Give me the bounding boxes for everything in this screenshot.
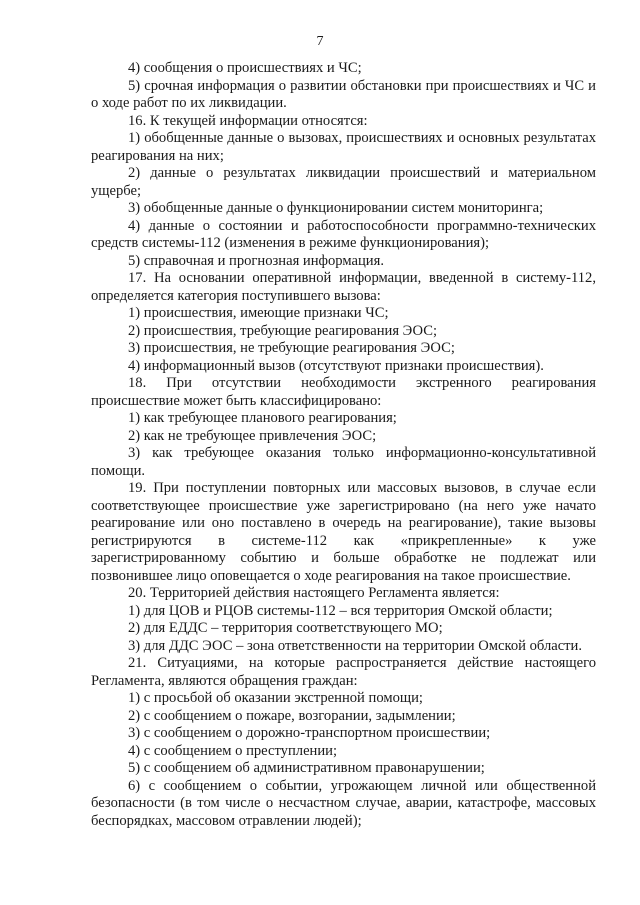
- paragraph: 2) с сообщением о пожаре, возгорании, задымлении;: [128, 707, 456, 724]
- paragraph: 17. На основании оперативной информации, введенной в систему-112, определяется категория поступившего вызова:: [91, 270, 596, 304]
- paragraph: 4) данные о состоянии и работоспособности программно-технических средств системы-112 (изменения в режиме функционирования);: [91, 217, 596, 251]
- paragraph: 2) как не требующее привлечения ЭОС;: [128, 427, 377, 444]
- paragraph: 4) с сообщением о преступлении;: [128, 742, 338, 759]
- paragraph: 1) происшествия, имеющие признаки ЧС;: [128, 305, 389, 321]
- paragraph: 4) информационный вызов (отсутствуют признаки происшествия).: [128, 357, 544, 374]
- paragraph: 2) для ЕДДС – территория соответствующего МО;: [128, 620, 443, 636]
- paragraph: 5) справочная и прогнозная информация.: [128, 252, 384, 269]
- paragraph: 1) как требующее планового реагирования;: [128, 410, 397, 426]
- paragraph: 3) как требующее оказания только информационно-консультативной помощи.: [91, 445, 596, 479]
- paragraph: 16. К текущей информации относятся:: [128, 112, 368, 129]
- paragraph: 3) происшествия, не требующие реагирования ЭОС;: [128, 340, 455, 356]
- paragraph: 4) сообщения о происшествиях и ЧС;: [128, 60, 362, 76]
- paragraph: 5) срочная информация о развитии обстановки при происшествиях и ЧС и о ходе работ по их ликвидации.: [91, 77, 596, 111]
- paragraph: 3) для ДДС ЭОС – зона ответственности на территории Омской области.: [128, 637, 583, 654]
- paragraph: 3) обобщенные данные о функционировании систем мониторинга;: [128, 200, 544, 216]
- paragraph: 2) происшествия, требующие реагирования ЭОС;: [128, 322, 438, 339]
- paragraph: 5) с сообщением об административном правонарушении;: [128, 760, 485, 776]
- page-number: 7: [316, 34, 324, 49]
- paragraph: 6) с сообщением о событии, угрожающем личной или общественной безопасности (в том числе о несчастном случае, аварии, катастрофе, массовых беспорядках, массовом отравлении людей);: [91, 777, 596, 829]
- paragraph: 2) данные о результатах ликвидации происшествий и материальном ущербе;: [91, 165, 596, 199]
- paragraph: 19. При поступлении повторных или массовых вызовов, в случае если соответствующее происшествие уже зарегистрировано (на него уже начато реагирование или оно поставлено в очередь на реагирование), такие вызовы регистрируются в системе-112 как «прикрепленные» к уже зарегистрированному событию и больше обработке не подлежат или позвонившее лицо оповещается о ходе реагирования на такое происшествие.: [91, 480, 596, 584]
- paragraph: 1) для ЦОВ и РЦОВ системы-112 – вся территория Омской области;: [128, 602, 553, 619]
- paragraph: 21. Ситуациями, на которые распространяется действие настоящего Регламента, являются обращения граждан:: [91, 655, 596, 689]
- paragraph: 1) обобщенные данные о вызовах, происшествиях и основных результатах реагирования на них;: [91, 130, 596, 164]
- paragraph: 18. При отсутствии необходимости экстренного реагирования происшествие может быть классифицировано:: [91, 375, 596, 409]
- paragraph: 1) с просьбой об оказании экстренной помощи;: [128, 690, 423, 706]
- document-body: [91, 60, 596, 830]
- paragraph: 3) с сообщением о дорожно-транспортном происшествии;: [128, 725, 491, 741]
- paragraph: 20. Территорией действия настоящего Регламента является:: [128, 585, 500, 601]
